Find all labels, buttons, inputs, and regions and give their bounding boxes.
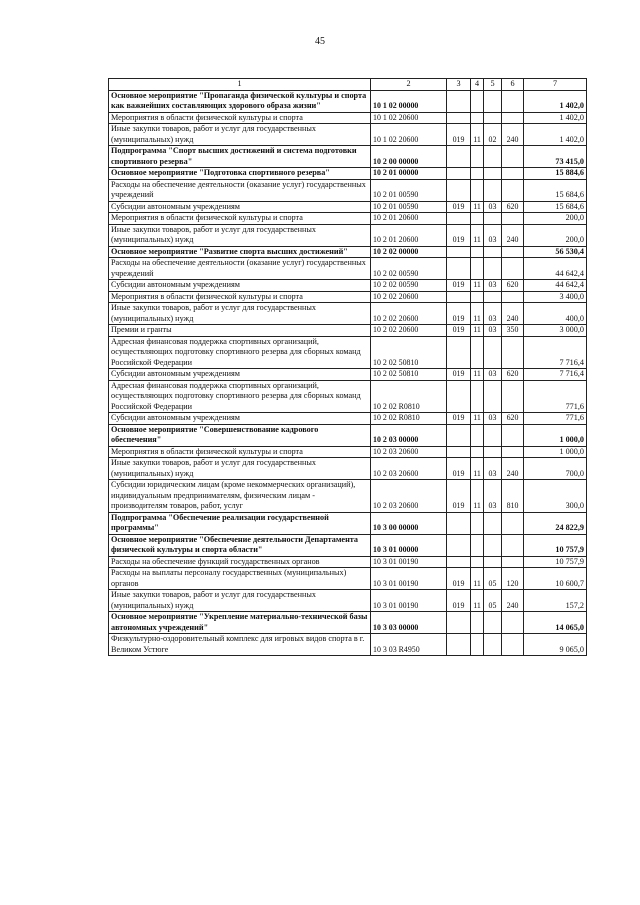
row-subsection-code — [484, 556, 502, 568]
row-code: 10 2 02 50810 — [371, 369, 447, 381]
row-section-code — [471, 424, 484, 446]
row-expense-type-code — [502, 634, 524, 656]
table-row — [109, 124, 587, 146]
table-row — [109, 458, 587, 480]
row-subsection-code: 05 — [484, 568, 502, 590]
row-code: 10 2 01 00590 — [371, 201, 447, 213]
row-amount: 15 684,6 — [524, 179, 587, 201]
row-ministry-code — [447, 612, 471, 634]
row-subsection-code: 02 — [484, 124, 502, 146]
row-code: 10 2 02 00590 — [371, 258, 447, 280]
row-code: 10 1 02 20600 — [371, 112, 447, 124]
row-amount: 200,0 — [524, 224, 587, 246]
table-row — [109, 413, 587, 425]
table-row — [109, 380, 587, 413]
row-code: 10 3 01 00190 — [371, 556, 447, 568]
row-ministry-code: 019 — [447, 458, 471, 480]
column-header: 2 — [371, 79, 447, 91]
row-code: 10 2 02 20600 — [371, 291, 447, 303]
table-row — [109, 303, 587, 325]
row-ministry-code — [447, 512, 471, 534]
row-amount: 1 402,0 — [524, 112, 587, 124]
table-row — [109, 146, 587, 168]
row-section-code: 11 — [471, 590, 484, 612]
row-ministry-code — [447, 90, 471, 112]
row-expense-type-code — [502, 336, 524, 369]
row-name: Мероприятия в области физической культуры и спорта — [109, 112, 371, 124]
row-subsection-code: 03 — [484, 413, 502, 425]
row-ministry-code: 019 — [447, 224, 471, 246]
row-name: Подпрограмма "Спорт высших достижений и система подготовки спортивного резерва" — [109, 146, 371, 168]
row-ministry-code: 019 — [447, 280, 471, 292]
row-section-code: 11 — [471, 124, 484, 146]
row-subsection-code: 05 — [484, 590, 502, 612]
row-name: Субсидии автономным учреждениям — [109, 413, 371, 425]
row-subsection-code — [484, 446, 502, 458]
row-ministry-code — [447, 446, 471, 458]
row-ministry-code: 019 — [447, 413, 471, 425]
table-row — [109, 90, 587, 112]
row-amount: 15 884,6 — [524, 168, 587, 180]
row-ministry-code: 019 — [447, 480, 471, 513]
table-row — [109, 201, 587, 213]
column-header: 7 — [524, 79, 587, 91]
row-code: 10 2 03 20600 — [371, 458, 447, 480]
row-amount: 200,0 — [524, 213, 587, 225]
row-name: Адресная финансовая поддержка спортивных организаций, осуществляющих подготовку спортивного резерва для сборных команд Российской Федерации — [109, 380, 371, 413]
row-code: 10 2 01 20600 — [371, 213, 447, 225]
row-name: Расходы на выплаты персоналу государственных (муниципальных) органов — [109, 568, 371, 590]
row-name: Адресная финансовая поддержка спортивных организаций, осуществляющих подготовку спортивного резерва для сборных команд Российской Федерации — [109, 336, 371, 369]
row-section-code — [471, 336, 484, 369]
row-ministry-code: 019 — [447, 325, 471, 337]
row-name: Подпрограмма "Обеспечение реализации государственной программы" — [109, 512, 371, 534]
row-section-code — [471, 634, 484, 656]
row-ministry-code: 019 — [447, 590, 471, 612]
row-code: 10 2 01 20600 — [371, 224, 447, 246]
row-ministry-code: 019 — [447, 303, 471, 325]
row-amount: 3 400,0 — [524, 291, 587, 303]
row-code: 10 3 01 00190 — [371, 590, 447, 612]
row-ministry-code — [447, 634, 471, 656]
row-expense-type-code — [502, 168, 524, 180]
row-amount: 400,0 — [524, 303, 587, 325]
row-amount: 7 716,4 — [524, 369, 587, 381]
row-section-code: 11 — [471, 201, 484, 213]
row-name: Основное мероприятие "Укрепление материально-технической базы автономных учреждений" — [109, 612, 371, 634]
row-code: 10 2 02 00000 — [371, 246, 447, 258]
row-code: 10 3 03 R4950 — [371, 634, 447, 656]
row-section-code — [471, 168, 484, 180]
row-code: 10 2 02 20600 — [371, 303, 447, 325]
row-name: Мероприятия в области физической культуры и спорта — [109, 291, 371, 303]
header-row — [109, 79, 587, 91]
row-code: 10 3 01 00190 — [371, 568, 447, 590]
row-amount: 24 822,9 — [524, 512, 587, 534]
row-section-code: 11 — [471, 458, 484, 480]
row-section-code — [471, 612, 484, 634]
page-number: 45 — [315, 36, 325, 47]
row-expense-type-code — [502, 534, 524, 556]
table-row — [109, 512, 587, 534]
row-name: Физкультурно-оздоровительный комплекс для игровых видов спорта в г. Великом Устюге — [109, 634, 371, 656]
row-amount: 771,6 — [524, 380, 587, 413]
row-expense-type-code: 240 — [502, 590, 524, 612]
row-subsection-code: 03 — [484, 280, 502, 292]
row-name: Субсидии юридическим лицам (кроме некоммерческих организаций), индивидуальным предпринимателям, физическим лицам - производителям товаров, работ, услуг — [109, 480, 371, 513]
row-code: 10 2 02 R0810 — [371, 380, 447, 413]
row-section-code — [471, 446, 484, 458]
row-section-code — [471, 258, 484, 280]
row-section-code: 11 — [471, 303, 484, 325]
row-expense-type-code: 240 — [502, 224, 524, 246]
row-code: 10 2 02 20600 — [371, 325, 447, 337]
row-amount: 10 757,9 — [524, 534, 587, 556]
row-subsection-code — [484, 168, 502, 180]
table-row — [109, 534, 587, 556]
row-ministry-code — [447, 179, 471, 201]
row-code: 10 2 02 00590 — [371, 280, 447, 292]
row-ministry-code — [447, 291, 471, 303]
row-amount: 771,6 — [524, 413, 587, 425]
row-amount: 700,0 — [524, 458, 587, 480]
row-subsection-code — [484, 146, 502, 168]
table-row — [109, 246, 587, 258]
row-code: 10 2 03 20600 — [371, 480, 447, 513]
row-expense-type-code: 350 — [502, 325, 524, 337]
row-section-code — [471, 380, 484, 413]
row-ministry-code — [447, 534, 471, 556]
row-ministry-code — [447, 258, 471, 280]
row-name: Расходы на обеспечение функций государственных органов — [109, 556, 371, 568]
row-amount: 73 415,0 — [524, 146, 587, 168]
row-ministry-code — [447, 424, 471, 446]
row-code: 10 2 01 00590 — [371, 179, 447, 201]
row-ministry-code — [447, 556, 471, 568]
row-section-code — [471, 291, 484, 303]
row-subsection-code: 03 — [484, 303, 502, 325]
row-section-code: 11 — [471, 280, 484, 292]
row-expense-type-code — [502, 380, 524, 413]
row-section-code — [471, 90, 484, 112]
table-row — [109, 568, 587, 590]
row-section-code: 11 — [471, 224, 484, 246]
row-section-code — [471, 213, 484, 225]
row-amount: 10 600,7 — [524, 568, 587, 590]
row-amount: 44 642,4 — [524, 258, 587, 280]
row-subsection-code — [484, 246, 502, 258]
row-ministry-code: 019 — [447, 568, 471, 590]
row-amount: 7 716,4 — [524, 336, 587, 369]
row-ministry-code: 019 — [447, 369, 471, 381]
row-ministry-code — [447, 168, 471, 180]
row-name: Субсидии автономным учреждениям — [109, 201, 371, 213]
row-code: 10 1 02 20600 — [371, 124, 447, 146]
row-subsection-code — [484, 380, 502, 413]
row-amount: 56 530,4 — [524, 246, 587, 258]
row-section-code — [471, 179, 484, 201]
column-header: 6 — [502, 79, 524, 91]
row-expense-type-code — [502, 446, 524, 458]
row-expense-type-code — [502, 90, 524, 112]
row-expense-type-code: 240 — [502, 458, 524, 480]
row-subsection-code — [484, 534, 502, 556]
row-expense-type-code: 240 — [502, 303, 524, 325]
row-expense-type-code — [502, 179, 524, 201]
row-expense-type-code — [502, 258, 524, 280]
row-expense-type-code: 620 — [502, 369, 524, 381]
row-subsection-code — [484, 291, 502, 303]
row-ministry-code — [447, 146, 471, 168]
column-header: 1 — [109, 79, 371, 91]
row-name: Основное мероприятие "Пропаганда физической культуры и спорта как важнейших составляющих здорового образа жизни" — [109, 90, 371, 112]
row-ministry-code — [447, 112, 471, 124]
table-row — [109, 258, 587, 280]
table-row — [109, 112, 587, 124]
row-name: Иные закупки товаров, работ и услуг для государственных (муниципальных) нужд — [109, 303, 371, 325]
row-name: Премии и гранты — [109, 325, 371, 337]
row-expense-type-code: 620 — [502, 280, 524, 292]
table-row — [109, 179, 587, 201]
row-section-code — [471, 112, 484, 124]
row-ministry-code — [447, 380, 471, 413]
row-amount: 157,2 — [524, 590, 587, 612]
table-row — [109, 291, 587, 303]
row-section-code: 11 — [471, 480, 484, 513]
row-expense-type-code — [502, 146, 524, 168]
row-expense-type-code: 120 — [502, 568, 524, 590]
row-section-code — [471, 512, 484, 534]
row-section-code: 11 — [471, 369, 484, 381]
row-subsection-code: 03 — [484, 458, 502, 480]
row-subsection-code: 03 — [484, 224, 502, 246]
row-name: Основное мероприятие "Подготовка спортивного резерва" — [109, 168, 371, 180]
row-name: Иные закупки товаров, работ и услуг для государственных (муниципальных) нужд — [109, 590, 371, 612]
row-code: 10 3 01 00000 — [371, 534, 447, 556]
row-name: Основное мероприятие "Обеспечение деятельности Департамента физической культуры и спорта области" — [109, 534, 371, 556]
row-subsection-code: 03 — [484, 369, 502, 381]
row-name: Иные закупки товаров, работ и услуг для государственных (муниципальных) нужд — [109, 458, 371, 480]
row-amount: 1 402,0 — [524, 124, 587, 146]
row-code: 10 2 03 20600 — [371, 446, 447, 458]
table-row — [109, 168, 587, 180]
row-expense-type-code — [502, 556, 524, 568]
row-expense-type-code — [502, 246, 524, 258]
row-expense-type-code — [502, 612, 524, 634]
row-name: Основное мероприятие "Совершенствование кадрового обеспечения" — [109, 424, 371, 446]
row-amount: 3 000,0 — [524, 325, 587, 337]
table-row — [109, 224, 587, 246]
row-subsection-code — [484, 213, 502, 225]
row-code: 10 1 02 00000 — [371, 90, 447, 112]
row-name: Мероприятия в области физической культуры и спорта — [109, 213, 371, 225]
row-section-code — [471, 556, 484, 568]
row-section-code: 11 — [471, 568, 484, 590]
table-row — [109, 325, 587, 337]
row-amount: 14 065,0 — [524, 612, 587, 634]
row-ministry-code — [447, 246, 471, 258]
row-amount: 10 757,9 — [524, 556, 587, 568]
row-name: Основное мероприятие "Развитие спорта высших достижений" — [109, 246, 371, 258]
table-row — [109, 556, 587, 568]
row-section-code — [471, 146, 484, 168]
row-name: Субсидии автономным учреждениям — [109, 280, 371, 292]
row-code: 10 2 02 R0810 — [371, 413, 447, 425]
row-code: 10 2 01 00000 — [371, 168, 447, 180]
row-expense-type-code — [502, 512, 524, 534]
row-subsection-code — [484, 634, 502, 656]
row-expense-type-code: 810 — [502, 480, 524, 513]
row-amount: 44 642,4 — [524, 280, 587, 292]
row-code: 10 2 00 00000 — [371, 146, 447, 168]
row-name: Мероприятия в области физической культуры и спорта — [109, 446, 371, 458]
row-subsection-code: 03 — [484, 480, 502, 513]
row-subsection-code — [484, 424, 502, 446]
row-name: Расходы на обеспечение деятельности (оказание услуг) государственных учреждений — [109, 179, 371, 201]
row-amount: 15 684,6 — [524, 201, 587, 213]
row-expense-type-code: 240 — [502, 124, 524, 146]
row-expense-type-code — [502, 213, 524, 225]
table-row — [109, 424, 587, 446]
table-row — [109, 612, 587, 634]
row-subsection-code — [484, 112, 502, 124]
row-ministry-code — [447, 336, 471, 369]
row-subsection-code: 03 — [484, 325, 502, 337]
row-code: 10 2 02 50810 — [371, 336, 447, 369]
row-expense-type-code — [502, 424, 524, 446]
row-amount: 300,0 — [524, 480, 587, 513]
row-expense-type-code — [502, 291, 524, 303]
table-row — [109, 280, 587, 292]
row-subsection-code — [484, 179, 502, 201]
column-header: 4 — [471, 79, 484, 91]
row-amount: 1 000,0 — [524, 424, 587, 446]
row-subsection-code — [484, 90, 502, 112]
row-amount: 1 000,0 — [524, 446, 587, 458]
column-header: 5 — [484, 79, 502, 91]
row-ministry-code: 019 — [447, 201, 471, 213]
table-row — [109, 446, 587, 458]
row-ministry-code — [447, 213, 471, 225]
row-amount: 1 402,0 — [524, 90, 587, 112]
table-row — [109, 480, 587, 513]
row-subsection-code — [484, 612, 502, 634]
row-expense-type-code: 620 — [502, 413, 524, 425]
row-subsection-code: 03 — [484, 201, 502, 213]
table-row — [109, 213, 587, 225]
row-expense-type-code — [502, 112, 524, 124]
table-row — [109, 369, 587, 381]
row-ministry-code: 019 — [447, 124, 471, 146]
row-subsection-code — [484, 512, 502, 534]
row-subsection-code — [484, 336, 502, 369]
budget-table — [108, 78, 587, 656]
table-row — [109, 590, 587, 612]
row-name: Субсидии автономным учреждениям — [109, 369, 371, 381]
row-amount: 9 065,0 — [524, 634, 587, 656]
row-name: Иные закупки товаров, работ и услуг для государственных (муниципальных) нужд — [109, 224, 371, 246]
row-subsection-code — [484, 258, 502, 280]
row-section-code: 11 — [471, 325, 484, 337]
table-row — [109, 634, 587, 656]
row-code: 10 3 00 00000 — [371, 512, 447, 534]
row-code: 10 3 03 00000 — [371, 612, 447, 634]
row-section-code: 11 — [471, 413, 484, 425]
row-expense-type-code: 620 — [502, 201, 524, 213]
column-header: 3 — [447, 79, 471, 91]
row-section-code — [471, 246, 484, 258]
row-name: Расходы на обеспечение деятельности (оказание услуг) государственных учреждений — [109, 258, 371, 280]
table-row — [109, 336, 587, 369]
row-name: Иные закупки товаров, работ и услуг для государственных (муниципальных) нужд — [109, 124, 371, 146]
row-section-code — [471, 534, 484, 556]
row-code: 10 2 03 00000 — [371, 424, 447, 446]
